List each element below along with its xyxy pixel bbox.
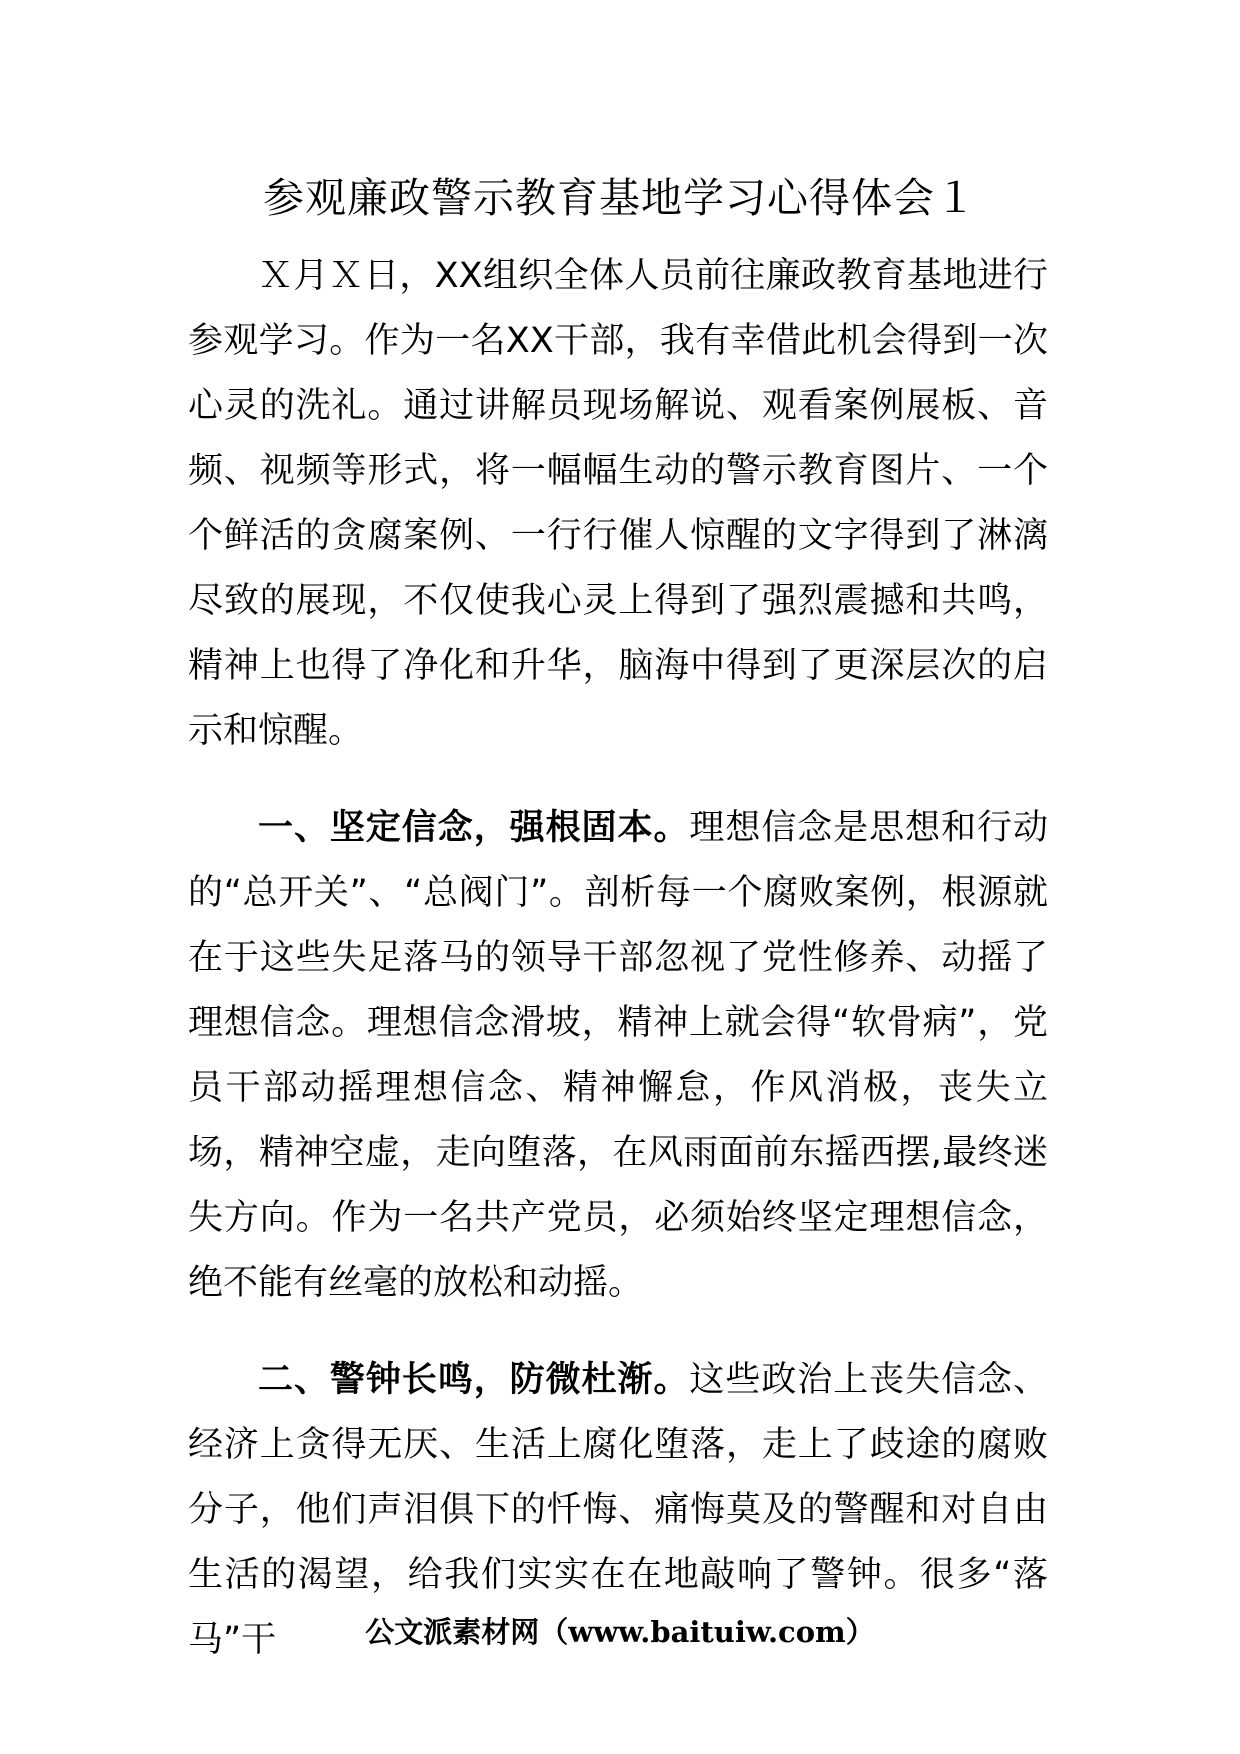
document-title: 参观廉政警示教育基地学习心得体会１ [263, 174, 977, 222]
paragraph-text: 这些政治上丧失信念、经济上贪得无厌、生活上腐化堕落，走上了歧途的腐败分子，他们声泪俱下的忏悔、痛悔莫及的警醒和对自由生活的渴望，给我们实实在在地敲响了警钟。很多“落马”干 [188, 1360, 1048, 1660]
paragraph-intro [188, 244, 1048, 764]
paragraph-text: 理想信念是思想和行动的“总开关”、“总阀门”。剖析每一个腐败案例，根源就在于这些失足落马的领导干部忽视了党性修养、动摇了理想信念。理想信念滑坡，精神上就会得“软骨病”，党员干部动摇理想信念、精神懈怠，作风消极，丧失立场，精神空虚，走向堕落，在风雨面前东摇西摆,最终迷失方向。作为一名共产党员，必须始终坚定理想信念，绝不能有丝毫的放松和动摇。 [188, 808, 1048, 1303]
paragraph-section-1 [188, 796, 1048, 1316]
section-heading: 二、警钟长鸣，防微杜渐。 [258, 1360, 690, 1400]
section-heading: 一、坚定信念，强根固本。 [258, 808, 690, 848]
document-body [188, 244, 1048, 1705]
paragraph-text: Ｘ月Ｘ日，XX组织全体人员前往廉政教育基地进行参观学习。作为一名XX干部，我有幸借此机会得到一次心灵的洗礼。通过讲解员现场解说、观看案例展板、音频、视频等形式，将一幅幅生动的警示教育图片、一个个鲜活的贪腐案例、一行行催人惊醒的文字得到了淋漓尽致的展现，不仅使我心灵上得到了强烈震撼和共鸣，精神上也得了净化和升华，脑海中得到了更深层次的启示和惊醒。 [188, 256, 1048, 751]
source-footer: 公文派素材网（www.baituiw.com） [365, 1615, 875, 1649]
